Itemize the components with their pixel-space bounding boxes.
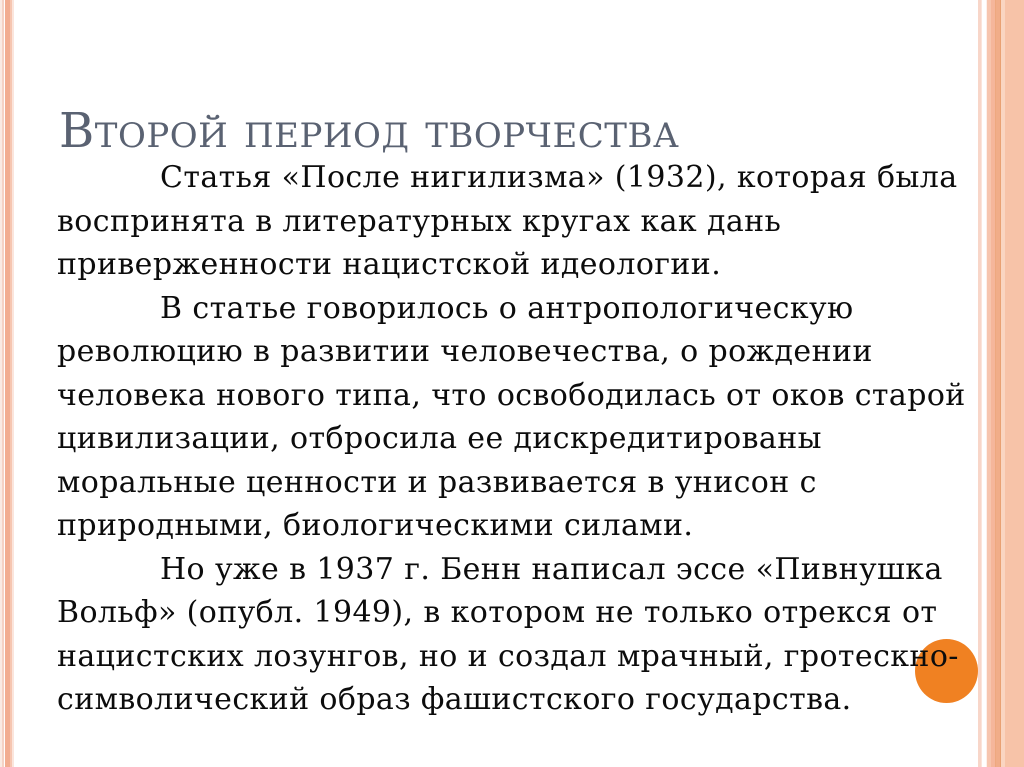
paragraph — [57, 287, 982, 548]
slide-title: Второй период творчества — [59, 103, 680, 159]
body-line: человека нового типа, что освободилась от оков старой — [57, 377, 966, 413]
left-stripe-border — [0, 0, 14, 767]
paragraph — [57, 156, 982, 287]
body-line: воспринята в литературных кругах как дань — [57, 203, 782, 239]
slide-body — [57, 156, 982, 722]
body-line: Вольф» (опубл. 1949), в котором не только отрекся от — [57, 595, 938, 630]
right-stripe-border — [975, 0, 1024, 767]
body-line: нацистских лозунгов, но и создал мрачный, гротескно- — [57, 638, 959, 674]
body-line: В статье говорилось о антропологическую — [160, 290, 854, 326]
body-line: цивилизации, отбросила ее дискредитированы — [57, 421, 822, 456]
body-line: революцию в развитии человечества, о рождении — [57, 334, 873, 369]
paragraph — [57, 548, 982, 722]
body-line: приверженности нацистской идеологии. — [57, 247, 722, 282]
body-line: моральные ценности и развивается в унисон с — [57, 464, 817, 500]
body-line: Статья «После нигилизма» (1932), которая была — [160, 160, 958, 195]
body-line: Но уже в 1937 г. Бенн написал эссе «Пивнушка — [160, 551, 943, 587]
body-line: символический образ фашистского государства. — [57, 682, 852, 717]
body-line: природными, биологическими силами. — [57, 508, 694, 543]
